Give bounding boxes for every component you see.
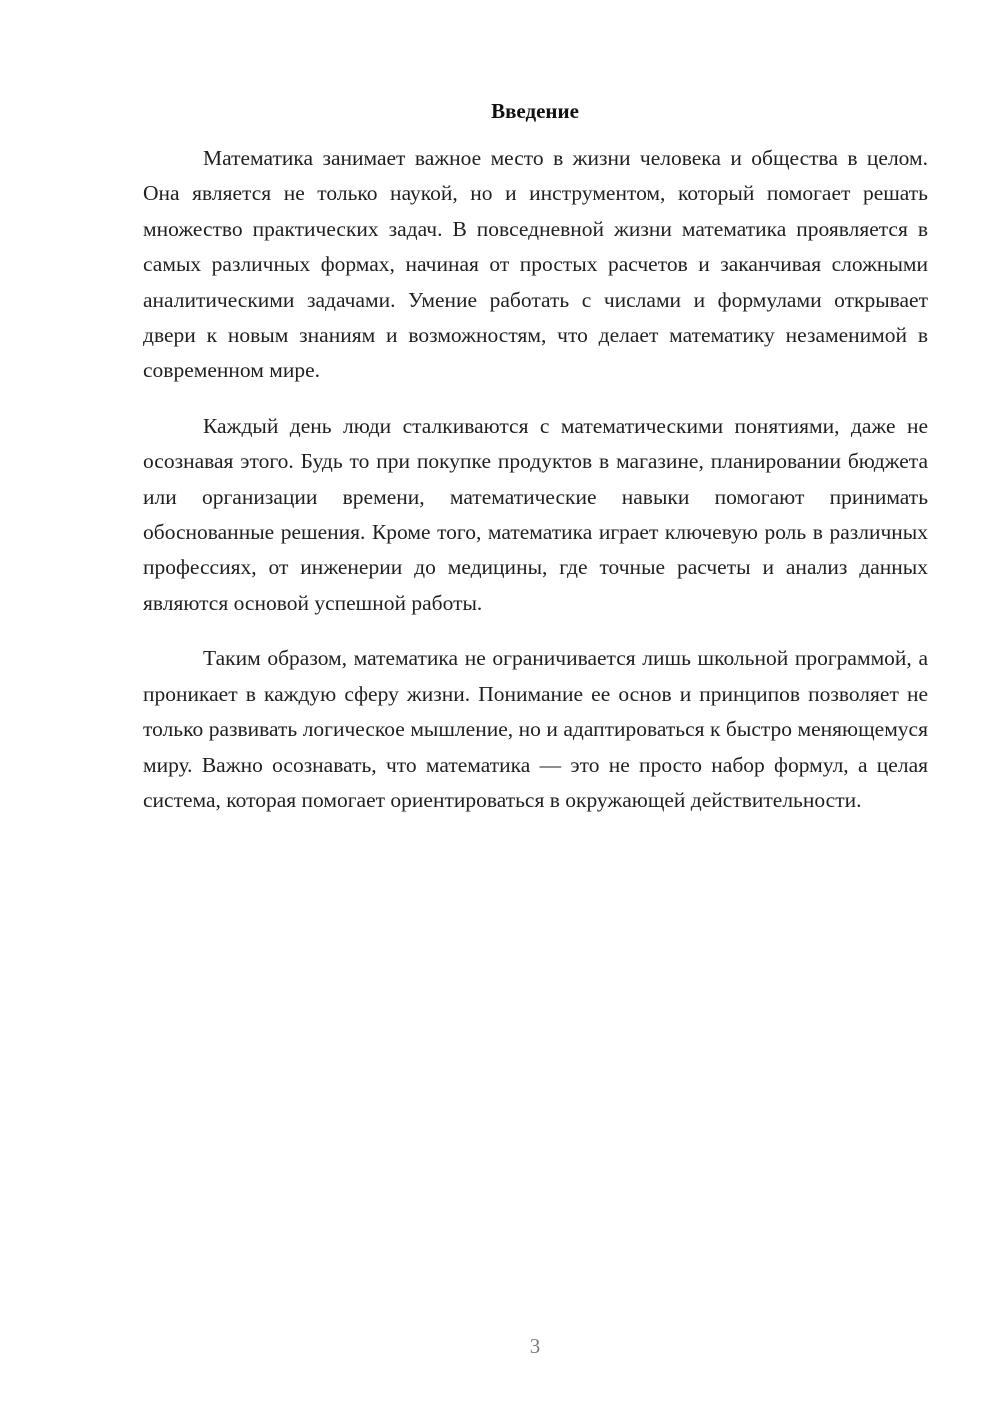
paragraph-2: Каждый день люди сталкиваются с математическими понятиями, даже не осознавая этого. Будь то при покупке продуктов в магазине, планировании бюджета или организации времени, математические навыки помогают принимать обоснованные решения. Кроме того, математика играет ключевую роль в различных профессиях, от инженерии до медицины, где точные расчеты и анализ данных являются основой успешной работы. [143, 413, 928, 615]
section-heading: Введение [491, 99, 579, 123]
page-number: 3 [529, 1334, 541, 1358]
paragraph-1: Математика занимает важное место в жизни человека и общества в целом. Она является не только наукой, но и инструментом, который помогает решать множество практических задач. В повседневной жизни математика проявляется в самых различных формах, начиная от простых расчетов и заканчивая сложными аналитическими задачами. Умение работать с числами и формулами открывает двери к новым знаниям и возможностям, что делает математику незаменимой в современном мире. [143, 146, 928, 383]
paragraph-3: Таким образом, математика не ограничивается лишь школьной программой, а проникает в каждую сферу жизни. Понимание ее основ и принципов позволяет не только развивать логическое мышление, но и адаптироваться к быстро меняющемуся миру. Важно осознавать, что математика — это не просто набор формул, а целая система, которая помогает ориентироваться в окружающей действительности. [143, 646, 928, 812]
body-text [143, 141, 928, 838]
